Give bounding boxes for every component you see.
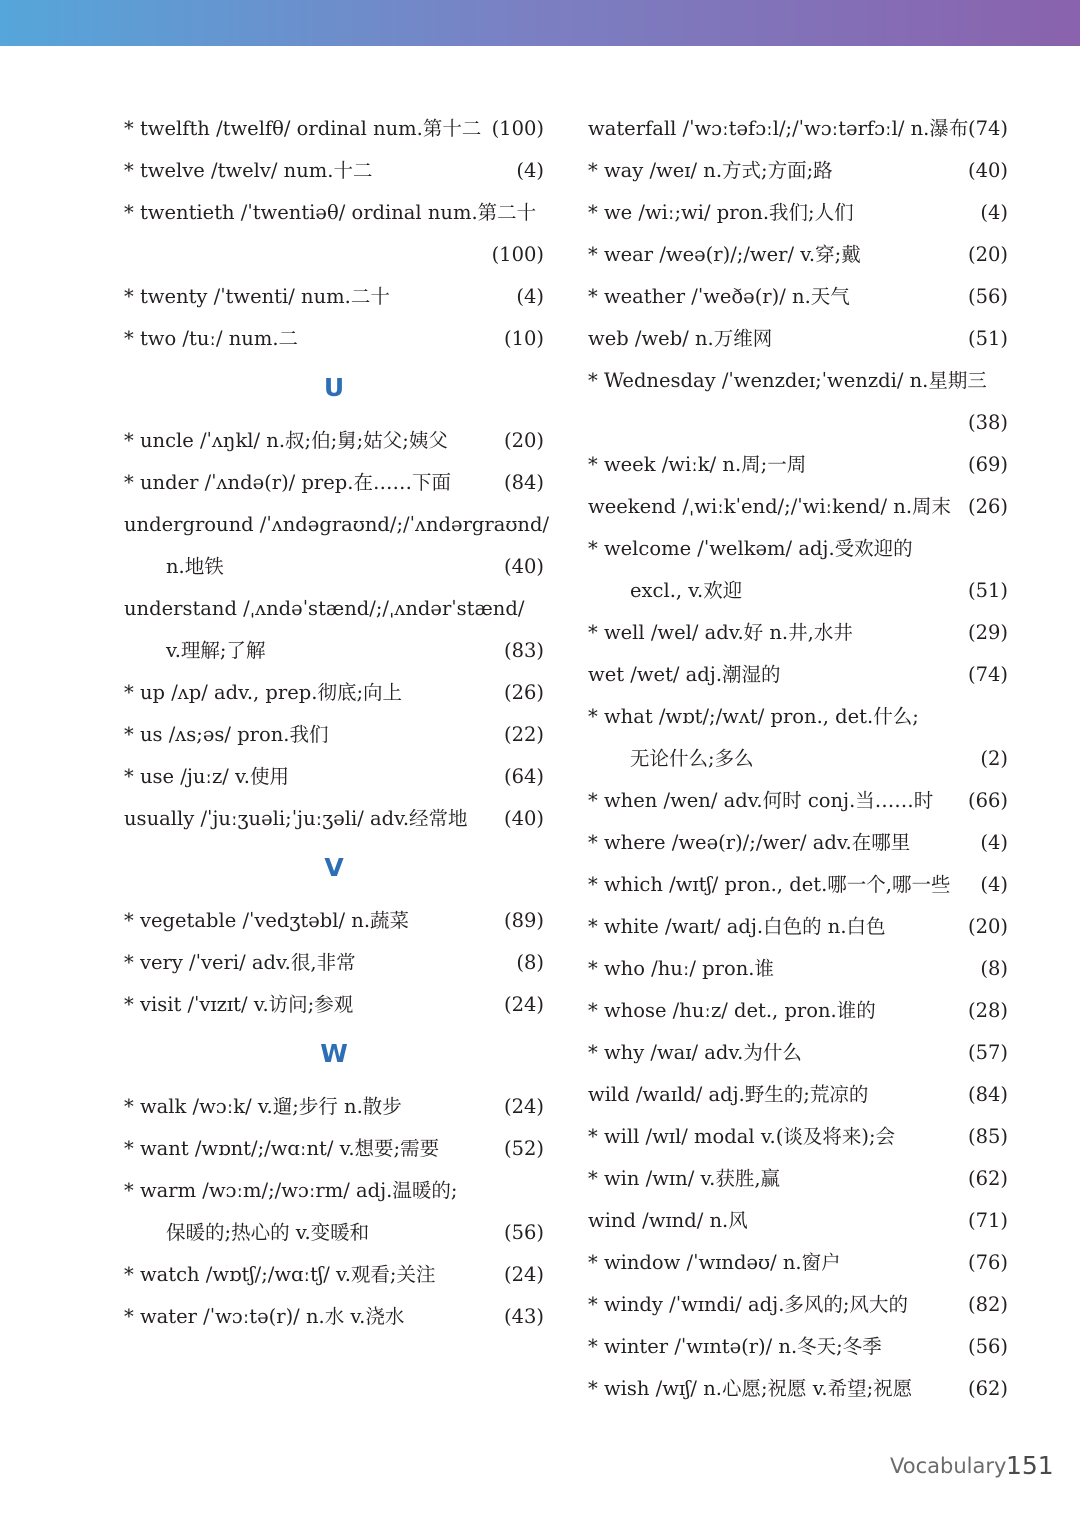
entry-page-ref: (4) xyxy=(516,159,544,182)
entry-page-ref: (24) xyxy=(503,1095,544,1118)
entry-page-ref: (4) xyxy=(980,831,1008,854)
entry-text: * we /wiː;wi/ pron.我们;人们 xyxy=(588,201,854,224)
entry-page-ref: (20) xyxy=(967,243,1008,266)
entry-text: * wish /wɪʃ/ n.心愿;祝愿 v.希望;祝愿 xyxy=(588,1377,913,1400)
vocabulary-entry-line xyxy=(124,1296,544,1338)
entry-page-ref: (24) xyxy=(503,993,544,1016)
vocabulary-entry-line xyxy=(588,402,1008,444)
entry-page-ref: (20) xyxy=(503,429,544,452)
vocabulary-entry-line xyxy=(588,192,1008,234)
entry-page-ref: (26) xyxy=(967,495,1008,518)
entry-page-ref: (10) xyxy=(503,327,544,350)
vocabulary-entry-line xyxy=(588,822,1008,864)
vocabulary-entry-line xyxy=(124,1128,544,1170)
vocabulary-entry-line xyxy=(588,654,1008,696)
entry-page-ref: (56) xyxy=(967,1335,1008,1358)
entry-text: * use /juːz/ v.使用 xyxy=(124,765,289,788)
entry-text: * window /ˈwɪndəʊ/ n.窗户 xyxy=(588,1251,841,1274)
vocabulary-entry-line xyxy=(124,1086,544,1128)
vocabulary-entry-line xyxy=(124,756,544,798)
vocabulary-entry-line xyxy=(588,738,1008,780)
entry-page-ref: (62) xyxy=(967,1377,1008,1400)
vocabulary-entry-line xyxy=(588,948,1008,990)
entry-text: * win /wɪn/ v.获胜,赢 xyxy=(588,1167,781,1190)
entry-page-ref: (100) xyxy=(491,243,544,266)
entry-page-ref: (20) xyxy=(967,915,1008,938)
vocabulary-entry-line xyxy=(124,318,544,360)
vocabulary-entry-line xyxy=(124,1254,544,1296)
vocabulary-entry-line xyxy=(588,318,1008,360)
entry-page-ref: (4) xyxy=(980,201,1008,224)
entry-page-ref: (40) xyxy=(503,807,544,830)
entry-page-ref: (51) xyxy=(967,579,1008,602)
entry-text: * two /tuː/ num.二 xyxy=(124,327,299,350)
entry-page-ref: (38) xyxy=(967,411,1008,434)
vocabulary-entry-line xyxy=(124,150,544,192)
vocabulary-entry-line xyxy=(588,1074,1008,1116)
entry-text: * twentieth /ˈtwentiəθ/ ordinal num.第二十 xyxy=(124,201,537,224)
vocabulary-entry-line xyxy=(124,504,550,546)
footer-section-label: Vocabulary xyxy=(890,1454,1007,1478)
vocabulary-entry-line xyxy=(124,108,544,150)
entry-page-ref: (74) xyxy=(967,117,1008,140)
entry-text: * whose /huːz/ det., pron.谁的 xyxy=(588,999,876,1022)
vocabulary-entry-line xyxy=(588,570,1008,612)
entry-page-ref: (85) xyxy=(967,1125,1008,1148)
entry-text: * uncle /ˈʌŋkl/ n.叔;伯;舅;姑父;姨父 xyxy=(124,429,448,452)
entry-text: * why /waɪ/ adv.为什么 xyxy=(588,1041,802,1064)
vocabulary-entry-line xyxy=(588,780,1008,822)
entry-page-ref: (56) xyxy=(967,285,1008,308)
entry-text: * when /wen/ adv.何时 conj.当……时 xyxy=(588,789,934,812)
entry-text: understand /ˌʌndəˈstænd/;/ˌʌndərˈstænd/ xyxy=(124,597,525,620)
entry-text: web /web/ n.万维网 xyxy=(588,327,773,350)
entry-text: n.地铁 xyxy=(166,555,224,578)
entry-text: * wear /weə(r)/;/wer/ v.穿;戴 xyxy=(588,243,861,266)
vocabulary-column-right xyxy=(588,108,1008,1410)
vocabulary-entry-line xyxy=(124,942,544,984)
entry-page-ref: (82) xyxy=(967,1293,1008,1316)
vocabulary-entry-line xyxy=(124,630,544,672)
entry-text: * well /wel/ adv.好 n.井,水井 xyxy=(588,621,853,644)
entry-text: * vegetable /ˈvedʒtəbl/ n.蔬菜 xyxy=(124,909,410,932)
vocabulary-entry-line xyxy=(124,1212,544,1254)
vocabulary-entry-line xyxy=(124,984,544,1026)
entry-text: * walk /wɔːk/ v.遛;步行 n.散步 xyxy=(124,1095,402,1118)
vocabulary-entry-line xyxy=(588,1032,1008,1074)
vocabulary-entry-line xyxy=(124,234,544,276)
entry-text: * very /ˈveri/ adv.很,非常 xyxy=(124,951,356,974)
entry-page-ref: (89) xyxy=(503,909,544,932)
vocabulary-entry-line xyxy=(124,900,544,942)
vocabulary-entry-line xyxy=(588,696,1008,738)
entry-text: * white /waɪt/ adj.白色的 n.白色 xyxy=(588,915,886,938)
vocabulary-entry-line xyxy=(124,276,544,318)
section-letter-heading xyxy=(124,840,544,900)
entry-page-ref: (76) xyxy=(967,1251,1008,1274)
entry-page-ref: (24) xyxy=(503,1263,544,1286)
vocabulary-entry-line xyxy=(588,1158,1008,1200)
entry-text: * us /ʌs;əs/ pron.我们 xyxy=(124,723,329,746)
entry-text: wild /waɪld/ adj.野生的;荒凉的 xyxy=(588,1083,869,1106)
entry-text: weekend /ˌwiːkˈend/;/ˈwiːkend/ n.周末 xyxy=(588,495,952,518)
page-number: 151 xyxy=(1006,1451,1054,1480)
vocabulary-entry-line xyxy=(588,1242,1008,1284)
entry-text: * which /wɪtʃ/ pron., det.哪一个,哪一些 xyxy=(588,873,951,896)
entry-text: 无论什么;多么 xyxy=(630,747,754,770)
entry-text: * windy /ˈwɪndi/ adj.多风的;风大的 xyxy=(588,1293,908,1316)
entry-text: * where /weə(r)/;/wer/ adv.在哪里 xyxy=(588,831,911,854)
entry-text: * winter /ˈwɪntə(r)/ n.冬天;冬季 xyxy=(588,1335,882,1358)
entry-text: wet /wet/ adj.潮湿的 xyxy=(588,663,781,686)
entry-page-ref: (29) xyxy=(967,621,1008,644)
vocabulary-entry-line xyxy=(588,1368,1008,1410)
entry-page-ref: (100) xyxy=(491,117,544,140)
entry-page-ref: (43) xyxy=(503,1305,544,1328)
entry-text: * who /huː/ pron.谁 xyxy=(588,957,774,980)
section-letter: V xyxy=(324,853,344,882)
entry-page-ref: (8) xyxy=(980,957,1008,980)
entry-page-ref: (52) xyxy=(503,1137,544,1160)
entry-text: * twenty /ˈtwenti/ num.二十 xyxy=(124,285,390,308)
section-letter: W xyxy=(320,1039,348,1068)
vocabulary-entry-line xyxy=(124,1170,544,1212)
header-gradient-bar xyxy=(0,0,1080,46)
entry-text: * want /wɒnt/;/wɑːnt/ v.想要;需要 xyxy=(124,1137,440,1160)
vocabulary-entry-line xyxy=(588,234,1008,276)
entry-page-ref: (22) xyxy=(503,723,544,746)
entry-page-ref: (28) xyxy=(967,999,1008,1022)
vocabulary-entry-line xyxy=(588,1200,1008,1242)
entry-text: * under /ˈʌndə(r)/ prep.在……下面 xyxy=(124,471,451,494)
section-letter-heading xyxy=(124,360,544,420)
entry-text: excl., v.欢迎 xyxy=(630,579,743,602)
vocabulary-entry-line xyxy=(588,528,1008,570)
vocabulary-column-left xyxy=(124,108,550,1338)
vocabulary-entry-line xyxy=(124,420,544,462)
entry-text: * Wednesday /ˈwenzdeɪ;ˈwenzdi/ n.星期三 xyxy=(588,369,987,392)
entry-page-ref: (84) xyxy=(503,471,544,494)
vocabulary-entry-line xyxy=(124,588,544,630)
section-letter-heading xyxy=(124,1026,544,1086)
vocabulary-entry-line xyxy=(124,462,544,504)
entry-page-ref: (40) xyxy=(967,159,1008,182)
entry-page-ref: (4) xyxy=(980,873,1008,896)
entry-text: * up /ʌp/ adv., prep.彻底;向上 xyxy=(124,681,403,704)
entry-page-ref: (51) xyxy=(967,327,1008,350)
entry-page-ref: (74) xyxy=(967,663,1008,686)
vocabulary-entry-line xyxy=(588,486,1008,528)
entry-page-ref: (71) xyxy=(967,1209,1008,1232)
vocabulary-entry-line xyxy=(588,864,1008,906)
entry-text: * welcome /ˈwelkəm/ adj.受欢迎的 xyxy=(588,537,913,560)
entry-text: v.理解;了解 xyxy=(166,639,266,662)
vocabulary-entry-line xyxy=(588,612,1008,654)
entry-page-ref: (2) xyxy=(980,747,1008,770)
entry-page-ref: (4) xyxy=(516,285,544,308)
entry-page-ref: (40) xyxy=(503,555,544,578)
vocabulary-entry-line xyxy=(588,1284,1008,1326)
entry-page-ref: (64) xyxy=(503,765,544,788)
entry-text: * what /wɒt/;/wʌt/ pron., det.什么; xyxy=(588,705,919,728)
entry-text: * way /weɪ/ n.方式;方面;路 xyxy=(588,159,833,182)
entry-text: * watch /wɒtʃ/;/wɑːtʃ/ v.观看;关注 xyxy=(124,1263,436,1286)
entry-text: usually /ˈjuːʒuəli;ˈjuːʒəli/ adv.经常地 xyxy=(124,807,468,830)
vocabulary-entry-line xyxy=(124,798,544,840)
vocabulary-entry-line xyxy=(588,108,1008,150)
vocabulary-entry-line xyxy=(588,1326,1008,1368)
entry-text: waterfall /ˈwɔːtəfɔːl/;/ˈwɔːtərfɔːl/ n.瀑布 xyxy=(588,117,969,140)
entry-page-ref: (69) xyxy=(967,453,1008,476)
entry-text: * water /ˈwɔːtə(r)/ n.水 v.浇水 xyxy=(124,1305,405,1328)
entry-text: * weather /ˈweðə(r)/ n.天气 xyxy=(588,285,850,308)
vocabulary-entry-line xyxy=(588,444,1008,486)
entry-text: 保暖的;热心的 v.变暖和 xyxy=(166,1221,370,1244)
vocabulary-entry-line xyxy=(588,276,1008,318)
entry-page-ref: (8) xyxy=(516,951,544,974)
vocabulary-entry-line xyxy=(588,990,1008,1032)
vocabulary-entry-line xyxy=(124,714,544,756)
vocabulary-entry-line xyxy=(588,1116,1008,1158)
entry-page-ref: (26) xyxy=(503,681,544,704)
vocabulary-entry-line xyxy=(124,546,544,588)
vocabulary-entry-line xyxy=(124,672,544,714)
entry-text: * twelve /twelv/ num.十二 xyxy=(124,159,373,182)
vocabulary-entry-line xyxy=(588,360,1008,402)
entry-text: * will /wɪl/ modal v.(谈及将来);会 xyxy=(588,1125,896,1148)
section-letter: U xyxy=(323,373,345,402)
entry-text: * visit /ˈvɪzɪt/ v.访问;参观 xyxy=(124,993,354,1016)
entry-text: * warm /wɔːm/;/wɔːrm/ adj.温暖的; xyxy=(124,1179,458,1202)
entry-page-ref: (56) xyxy=(503,1221,544,1244)
vocabulary-entry-line xyxy=(588,150,1008,192)
entry-text: wind /wɪnd/ n.风 xyxy=(588,1209,748,1232)
entry-text: * twelfth /twelfθ/ ordinal num.第十二 xyxy=(124,117,482,140)
entry-text: * week /wiːk/ n.周;一周 xyxy=(588,453,807,476)
entry-page-ref: (57) xyxy=(967,1041,1008,1064)
entry-page-ref: (84) xyxy=(967,1083,1008,1106)
entry-text: underground /ˈʌndəgraʊnd/;/ˈʌndərgraʊnd/ xyxy=(124,513,550,536)
entry-page-ref: (66) xyxy=(967,789,1008,812)
vocabulary-entry-line xyxy=(124,192,544,234)
vocabulary-entry-line xyxy=(588,906,1008,948)
entry-page-ref: (83) xyxy=(503,639,544,662)
entry-page-ref: (62) xyxy=(967,1167,1008,1190)
